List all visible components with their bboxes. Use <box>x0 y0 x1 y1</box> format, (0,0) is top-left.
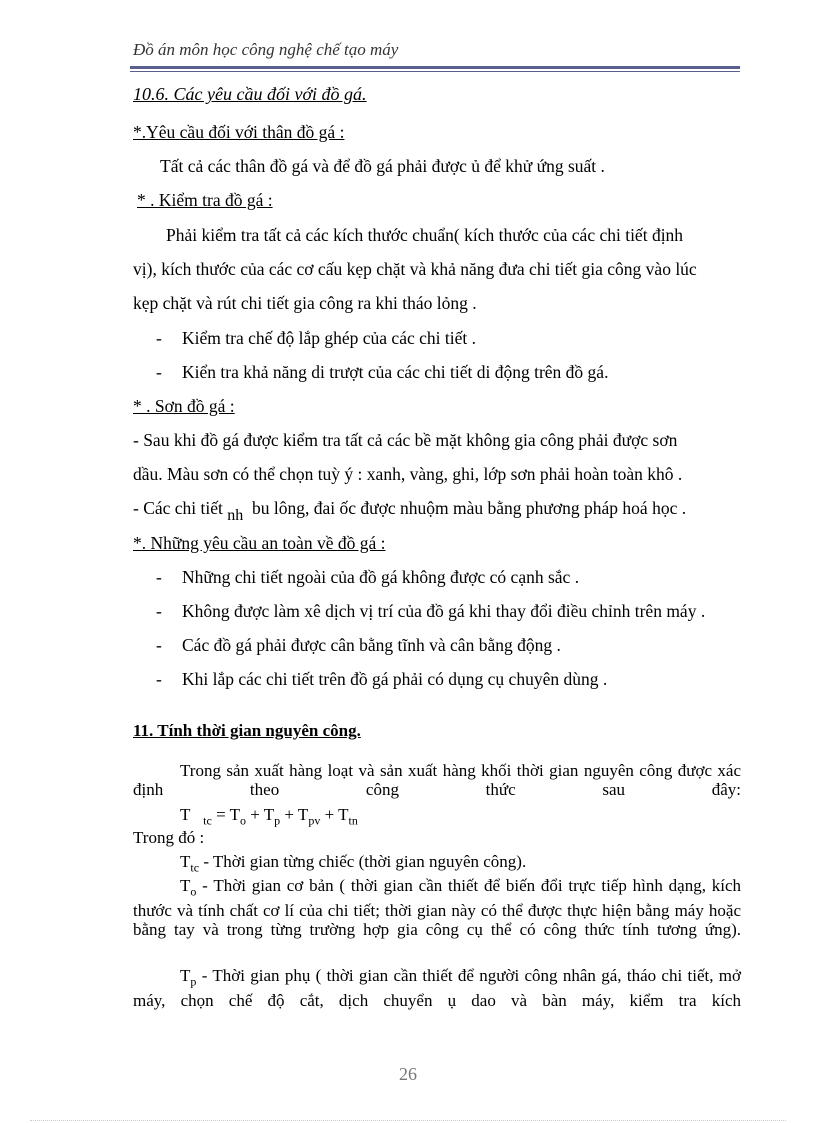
safety-bullet-3 <box>156 635 561 656</box>
to-t: T <box>180 876 191 895</box>
tp-sub: p <box>190 974 197 989</box>
bullet-dash: - <box>156 362 162 382</box>
trong-do: Trong đó : <box>133 828 205 847</box>
tp-definition <box>133 966 741 1029</box>
inspection-title: * . Kiểm tra đồ gá : <box>137 190 273 210</box>
bullet-dash: - <box>156 328 162 348</box>
ttc-definition <box>180 852 526 875</box>
bullet-dash: - <box>156 567 162 587</box>
header-rule-thin <box>130 71 740 72</box>
inspection-bullet-1 <box>156 328 476 349</box>
bullet-dash: - <box>156 635 162 655</box>
formula-plus-1: + T <box>245 805 275 824</box>
paint-line-1: - Sau khi đồ gá được kiểm tra tất cả các bề mặt không gia công phải được sơn <box>133 430 678 450</box>
formula-t: T <box>180 805 191 824</box>
footer-dotted-line <box>30 1120 786 1121</box>
bullet-text: Kiểm tra chế độ lắp ghép của các chi tiết . <box>182 328 476 348</box>
ttc-sub: tc <box>190 860 200 875</box>
paint-line-3 <box>133 498 687 524</box>
paint-title: * . Sơn đồ gá : <box>133 396 235 416</box>
header-title: Đồ án môn học công nghệ chế tạo máy <box>133 40 399 59</box>
formula-sub-tc: tc <box>203 813 212 828</box>
formula-sub-o: o <box>239 813 246 828</box>
paint-line-3-sub: nh <box>227 507 244 524</box>
formula-sub-pv: pv <box>308 813 321 828</box>
body-req-text: Tất cả các thân đồ gá và để đồ gá phải được ủ để khử ứng suất . <box>160 156 605 176</box>
page-number: 26 <box>399 1064 417 1084</box>
bullet-text: Không được làm xê dịch vị trí của đồ gá khi thay đổi điều chỉnh trên máy . <box>182 601 706 621</box>
tp-text: - Thời gian phụ ( thời gian cần thiết để người công nhân gá, tháo chi tiết, mở máy, chọn chế độ cắt, dịch chuyển ụ dao và bàn máy, kiểm tra kích <box>133 966 741 1011</box>
ttc-t: T <box>180 852 191 871</box>
inspection-bullet-2 <box>156 362 608 383</box>
bullet-text: Kiển tra khả năng di trượt của các chi tiết di động trên đồ gá. <box>182 362 609 382</box>
tp-t: T <box>180 966 191 985</box>
formula-sub-tn: tn <box>348 813 358 828</box>
header-rule-thick <box>130 66 740 69</box>
section-10-6-heading: 10.6. Các yêu cầu đối với đồ gá. <box>133 84 367 104</box>
formula-plus-3: + T <box>320 805 349 824</box>
paint-line-3-a: - Các chi tiết <box>133 498 223 518</box>
inspection-line-3: kẹp chặt và rút chi tiết gia công ra khi tháo lỏng . <box>133 293 477 313</box>
bullet-text: Các đồ gá phải được cân bằng tĩnh và cân bằng động . <box>182 635 561 655</box>
section-11-intro: Trong sản xuất hàng loạt và sản xuất hàng khối thời gian nguyên công được xác định theo công thức sau đây: <box>133 761 741 799</box>
to-definition <box>133 876 741 958</box>
bullet-dash: - <box>156 601 162 621</box>
bullet-text: Khi lắp các chi tiết trên đồ gá phải có dụng cụ chuyên dùng . <box>182 669 608 689</box>
formula-sub-p: p <box>274 813 281 828</box>
to-text: - Thời gian cơ bản ( thời gian cần thiết để biến đổi trực tiếp hình dạng, kích thước và tính chất cơ lí của chi tiết; thời gian này có thể được thực hiện bằng máy hoặc bằng tay và trong từng trường hợp gia công cụ thể có công thức tính tương ứng). <box>133 876 741 940</box>
ttc-text: - Thời gian từng chiếc (thời gian nguyên công). <box>199 852 527 871</box>
bullet-dash: - <box>156 669 162 689</box>
safety-bullet-2 <box>156 601 705 622</box>
formula-plus-2: + T <box>280 805 309 824</box>
safety-title: *. Những yêu cầu an toàn về đồ gá : <box>133 533 386 553</box>
inspection-line-2: vị), kích thước của các cơ cấu kẹp chặt và khả năng đưa chi tiết gia công vào lúc <box>133 259 697 279</box>
safety-bullet-1 <box>156 567 579 588</box>
bullet-text: Những chi tiết ngoài của đồ gá không được có cạnh sắc . <box>182 567 580 587</box>
paint-line-3-b: bu lông, đai ốc được nhuộm màu bằng phương pháp hoá học . <box>252 498 687 518</box>
body-req-title: *.Yêu cầu đối với thân đồ gá : <box>133 122 345 142</box>
inspection-line-1: Phải kiểm tra tất cả các kích thước chuẩn( kích thước của các chi tiết định <box>166 225 684 245</box>
formula <box>180 805 358 828</box>
to-sub: o <box>190 884 197 899</box>
formula-eq: = T <box>211 805 240 824</box>
section-11-heading: 11. Tính thời gian nguyên công. <box>133 721 361 740</box>
safety-bullet-4 <box>156 669 607 690</box>
paint-line-2: dầu. Màu sơn có thể chọn tuỳ ý : xanh, vàng, ghi, lớp sơn phải hoàn toàn khô . <box>133 464 683 484</box>
